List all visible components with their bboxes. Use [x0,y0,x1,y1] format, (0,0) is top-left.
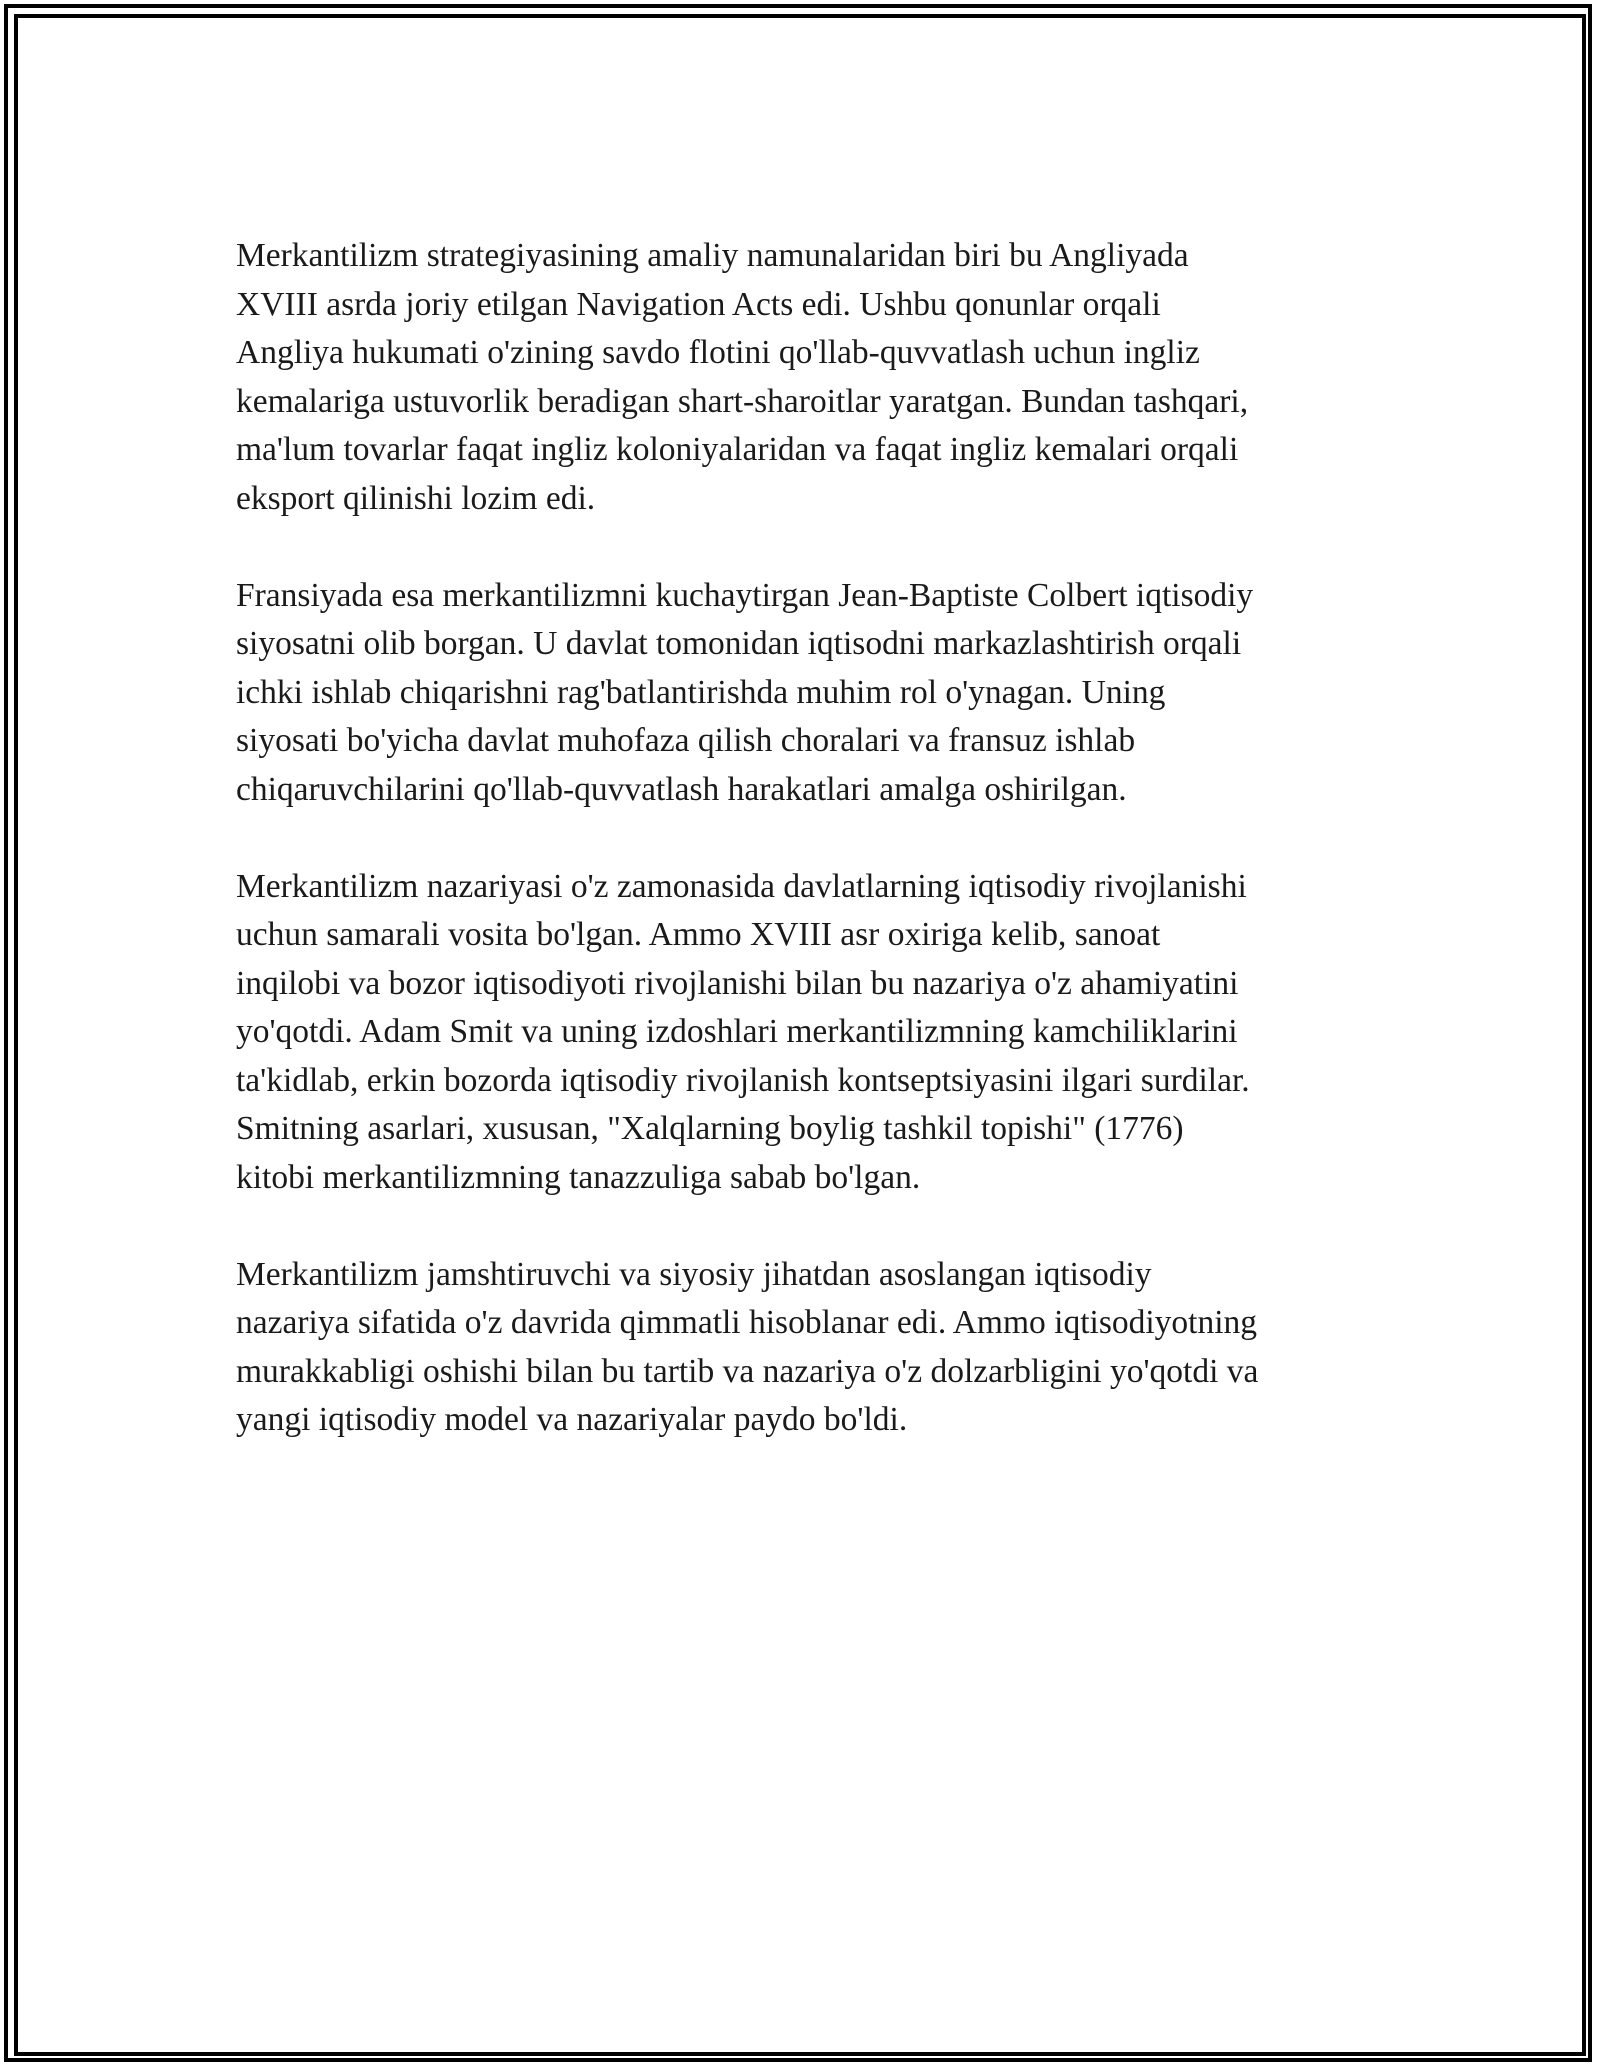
paragraph-3: Merkantilizm nazariyasi o'z zamonasida davlatlarning iqtisodiy rivojlanishi uchun samarali vosita bo'lgan. Ammo XVIII asr oxiriga kelib, sanoat inqilobi va bozor iqtisodiyoti rivojlanishi bilan bu nazariya o'z ahamiyatini yo'qotdi. Adam Smit va uning izdoshlari merkantilizmning kamchiliklarini ta'kidlab, erkin bozorda iqtisodiy rivojlanish kontseptsiyasini ilgari surdilar. Smitning asarlari, xususan, "Xalqlarning boylig tashkil topishi" (1776) kitobi merkantilizmning tanazzuliga sabab bo'lgan. [236,867,1250,1196]
paragraph-4: Merkantilizm jamshtiruvchi va siyosiy jihatdan asoslangan iqtisodiy nazariya sifatida o'z davrida qimmatli hisoblanar edi. Ammo iqtisodiyotning murakkabligi oshishi bilan bu tartib va nazariya o'z dolzarbligini yo'qotdi va yangi iqtisodiy model va nazariyalar paydo bo'ldi. [236,1255,1259,1438]
paragraph-1: Merkantilizm strategiyasining amaliy namunalaridan biri bu Angliyada XVIII asrda joriy etilgan Navigation Acts edi. Ushbu qonunlar orqali Angliya hukumati o'zining savdo flotini qo'llab-quvvatlash uchun ingliz kemalariga ustuvorlik beradigan shart-sharoitlar yaratgan. Bundan tashqari, ma'lum tovarlar faqat ingliz koloniyalaridan va faqat ingliz kemalari orqali eksport qilinishi lozim edi. [236,237,1249,517]
paragraph-2: Fransiyada esa merkantilizmni kuchaytirgan Jean-Baptiste Colbert iqtisodiy siyosatni olib borgan. U davlat tomonidan iqtisodni markazlashtirish orqali ichki ishlab chiqarishni rag'batlantirishda muhim rol o'ynagan. Uning siyosati bo'yicha davlat muhofaza qilish choralari va fransuz ishlab chiqaruvchilarini qo'llab-quvvatlash harakatlari amalga oshirilgan. [236,576,1254,808]
document-body [236,232,1376,1493]
